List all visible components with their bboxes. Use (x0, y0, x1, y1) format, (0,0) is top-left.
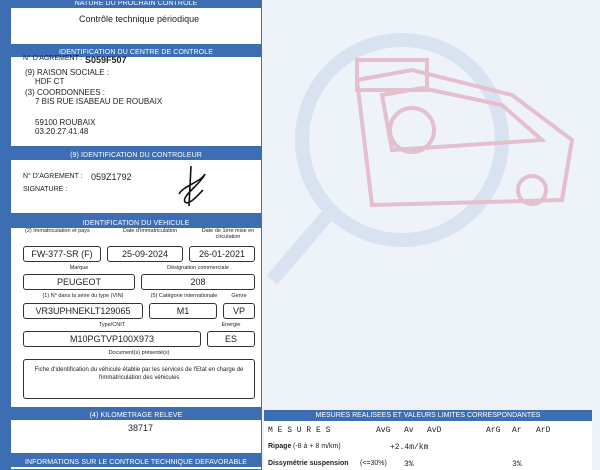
centre-agrement-value: S059F507 (85, 55, 127, 65)
dissymetrie-limit: (<=30%) (360, 460, 387, 467)
marque-value: PEUGEOT (23, 274, 135, 290)
centre-raison-value: HDF CT (35, 77, 65, 86)
immat-label: (2) Immatriculation et pays (25, 228, 90, 234)
defavorable-panel (10, 457, 262, 470)
type-value: M10PGTVP100X973 (23, 331, 201, 347)
kilometrage-header: (4) KILOMETRAGE RELEVE (11, 411, 261, 420)
dissymetrie-value: 3% (404, 460, 414, 469)
kilometrage-value: 38717 (128, 423, 154, 433)
col-ar: Ar (512, 426, 522, 435)
energie-label: Energie (221, 322, 241, 328)
mesures-panel (264, 410, 592, 470)
controleur-agrement-value: 059Z1792 (91, 172, 132, 182)
date-circ-value: 26-01-2021 (189, 246, 255, 262)
genre-value: VP (223, 303, 255, 319)
docs-value: Fiche d'identification du véhicule établie par les services de l'Etat en charge de l'immatriculation des véhicules (23, 359, 255, 399)
immat-value: FW-377-SR (F) (23, 246, 101, 262)
col-av: Av (404, 426, 414, 435)
designation-label: Désignation commerciale (167, 265, 229, 271)
energie-value: ES (207, 331, 255, 347)
ripage-value: +2.4m/km (390, 443, 429, 452)
ripage-label: Ripage (268, 443, 292, 450)
mesures-title: M E S U R E S (268, 426, 331, 435)
genre-label: Genre (231, 293, 247, 299)
date-immat-value: 25-09-2024 (107, 246, 183, 262)
vin-label: (1) N° dans la série du type (VIN) (42, 293, 124, 299)
kilometrage-panel (10, 410, 262, 454)
nature-header: NATURE DU PROCHAIN CONTROLE (11, 1, 261, 8)
nature-value: Contrôle technique périodique (79, 14, 200, 24)
centre-address: 7 BIS RUE ISABEAU DE ROUBAIX (35, 97, 163, 106)
col-ard: ArD (536, 426, 551, 435)
car-magnifier-watermark-icon (262, 0, 600, 300)
centre-header: IDENTIFICATION DU CENTRE DE CONTROLE (11, 48, 261, 57)
date-circ-label: Date de 1ère mise en circulation (201, 228, 255, 240)
centre-raison-label: (9) RAISON SOCIALE : (25, 68, 110, 77)
col-arg: ArG (486, 426, 501, 435)
dissymetrie-value2: 3% (512, 460, 522, 469)
centre-coord-label: (3) COORDONNEES : (25, 88, 106, 97)
nature-panel (10, 0, 262, 45)
controleur-panel (10, 150, 262, 214)
vehicule-header: IDENTIFICATION DU VEHICULE (11, 219, 261, 228)
designation-value: 208 (141, 274, 255, 290)
ripage-limit: (-8 à + 8 m/km) (293, 443, 341, 450)
centre-city: 59100 ROUBAIX (35, 118, 96, 127)
marque-label: Marque (69, 265, 89, 271)
categorie-value: M1 (149, 303, 217, 319)
controleur-header: (9) IDENTIFICATION DU CONTROLEUR (11, 151, 261, 160)
controleur-agrement-label: N° D'AGREMENT : (23, 173, 83, 180)
centre-agrement-label: N° D'AGREMENT : (23, 55, 83, 62)
centre-phone: 03.20.27.41.48 (35, 127, 89, 136)
type-label: Type/CNIT (98, 322, 126, 328)
dissymetrie-label: Dissymétrie suspension (268, 460, 349, 467)
date-immat-label: Date d'immatriculation (122, 228, 178, 234)
mesures-header: MESURES REALISEES ET VALEURS LIMITES CORRESPONDANTES (264, 410, 592, 421)
controleur-signature-label: SIGNATURE : (23, 186, 68, 193)
vin-value: VR3UPHNEKLT129065 (23, 303, 143, 319)
col-avg: AvG (376, 426, 391, 435)
right-watermark-area (262, 0, 600, 470)
col-avd: AvD (427, 426, 442, 435)
vehicule-panel (10, 218, 262, 408)
signature-icon (171, 164, 211, 209)
defavorable-header: INFORMATIONS SUR LE CONTROLE TECHNIQUE DEFAVORABLE (11, 458, 261, 467)
docs-label: Document(s) présenté(s) (108, 350, 170, 356)
categorie-label: (5) Catégorie internationale (150, 293, 218, 299)
centre-panel (10, 47, 262, 147)
